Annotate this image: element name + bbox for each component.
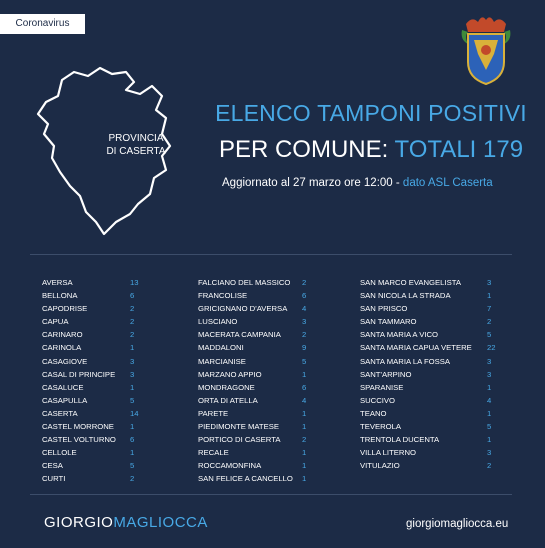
positive-count: 1	[130, 382, 135, 392]
positive-count: 22	[487, 343, 496, 353]
positive-count: 5	[487, 330, 492, 340]
list-item	[198, 289, 348, 302]
positive-count: 1	[302, 369, 307, 379]
list-item	[198, 315, 348, 328]
brand-logo	[44, 514, 208, 531]
list-item	[42, 289, 192, 302]
list-item	[42, 420, 192, 433]
positive-count: 2	[130, 474, 135, 484]
positive-count: 2	[130, 317, 135, 327]
positive-count: 1	[302, 461, 307, 471]
list-item	[360, 394, 510, 407]
comune-name: ORTA DI ATELLA	[198, 395, 258, 405]
comune-name: PORTICO DI CASERTA	[198, 435, 281, 445]
list-item	[198, 446, 348, 459]
comune-name: PARETE	[198, 408, 229, 418]
bottom-divider	[30, 494, 512, 495]
positive-count: 1	[487, 382, 492, 392]
comune-name: CARINARO	[42, 330, 83, 340]
positive-count: 4	[302, 304, 307, 314]
comune-name: SAN PRISCO	[360, 304, 408, 314]
list-item	[42, 315, 192, 328]
comune-name: MACERATA CAMPANIA	[198, 330, 281, 340]
list-item	[198, 341, 348, 354]
positive-count: 3	[130, 369, 135, 379]
list-item	[360, 302, 510, 315]
positive-count: 4	[487, 395, 492, 405]
map-label	[96, 132, 176, 158]
list-item	[360, 381, 510, 394]
list-item	[198, 355, 348, 368]
list-item	[42, 446, 192, 459]
website-link[interactable]: giorgiomagliocca.eu	[406, 518, 509, 530]
list-item	[360, 420, 510, 433]
positive-count: 3	[302, 317, 307, 327]
coat-of-arms-icon	[458, 10, 514, 90]
comune-name: CASERTA	[42, 408, 78, 418]
positive-count: 1	[302, 408, 307, 418]
list-item	[42, 381, 192, 394]
positive-count: 9	[302, 343, 307, 353]
comune-name: CAPUA	[42, 317, 69, 327]
comune-name: ROCCAMONFINA	[198, 461, 262, 471]
positive-count: 13	[130, 278, 139, 287]
list-item	[42, 302, 192, 315]
positive-count: 1	[302, 474, 307, 484]
positive-count: 6	[302, 382, 307, 392]
comune-name: CELLOLE	[42, 448, 77, 458]
category-tag: Coronavirus	[0, 14, 85, 34]
comune-name: RECALE	[198, 448, 229, 458]
comune-name: SANT'ARPINO	[360, 369, 412, 379]
positive-count: 1	[487, 408, 492, 418]
positive-count: 1	[302, 422, 307, 432]
positive-count: 3	[487, 448, 492, 458]
comune-name: SUCCIVO	[360, 395, 396, 405]
positive-count: 2	[302, 330, 307, 340]
list-item	[198, 420, 348, 433]
list-item	[360, 433, 510, 446]
top-divider	[30, 254, 512, 255]
column-2	[198, 276, 348, 486]
positive-count: 1	[130, 343, 135, 353]
crest-crown	[466, 17, 506, 32]
comune-name: CESA	[42, 461, 63, 471]
comune-name: AVERSA	[42, 278, 73, 287]
list-item	[198, 433, 348, 446]
comune-name: SAN NICOLA LA STRADA	[360, 291, 451, 301]
list-item	[360, 328, 510, 341]
comune-name: MADDALONI	[198, 343, 244, 353]
positive-count: 5	[130, 461, 135, 471]
positive-count: 6	[130, 435, 135, 445]
comune-name: CARINOLA	[42, 343, 82, 353]
list-item	[42, 394, 192, 407]
list-item	[198, 407, 348, 420]
list-item	[360, 446, 510, 459]
positive-count: 14	[130, 408, 139, 418]
comune-name: SAN MARCO EVANGELISTA	[360, 278, 461, 287]
comune-name: FALCIANO DEL MASSICO	[198, 278, 291, 287]
comune-name: TRENTOLA DUCENTA	[360, 435, 440, 445]
comune-name: GRICIGNANO D'AVERSA	[198, 304, 288, 314]
comune-name: CAPODRISE	[42, 304, 88, 314]
positive-count: 3	[487, 369, 492, 379]
positive-count: 2	[487, 317, 492, 327]
positive-count: 1	[487, 291, 492, 301]
comune-name: CASTEL VOLTURNO	[42, 435, 116, 445]
comune-name: PIEDIMONTE MATESE	[198, 422, 280, 432]
positive-count: 1	[130, 422, 135, 432]
list-item	[360, 341, 510, 354]
list-item	[198, 328, 348, 341]
comune-name: CASALUCE	[42, 382, 84, 392]
column-3	[360, 276, 510, 472]
column-1	[42, 276, 192, 486]
list-item	[198, 302, 348, 315]
list-item	[198, 459, 348, 472]
list-item	[360, 407, 510, 420]
list-item	[360, 315, 510, 328]
comune-name: TEANO	[360, 408, 387, 418]
update-date: Aggiornato al 27 marzo ore 12:00 -	[222, 177, 403, 189]
title-line1: ELENCO TAMPONI POSITIVI	[215, 100, 527, 126]
positive-count: 6	[302, 291, 307, 301]
list-item	[360, 368, 510, 381]
list-item	[198, 472, 348, 485]
comune-name: MARZANO APPIO	[198, 369, 262, 379]
positive-count: 3	[487, 278, 492, 287]
positive-count: 2	[130, 304, 135, 314]
list-item	[42, 407, 192, 420]
comune-name: CASAPULLA	[42, 395, 88, 405]
list-item	[360, 276, 510, 289]
list-item	[198, 381, 348, 394]
list-item	[360, 459, 510, 472]
positive-count: 4	[302, 395, 307, 405]
update-source: dato ASL Caserta	[402, 177, 493, 189]
brand-first: GIORGIO	[44, 514, 114, 531]
list-item	[198, 394, 348, 407]
comune-name: BELLONA	[42, 291, 78, 301]
positive-count: 2	[130, 330, 135, 340]
title-line2-label: PER COMUNE:	[218, 136, 389, 163]
comune-name: SPARANISE	[360, 382, 404, 392]
comune-name: SANTA MARIA CAPUA VETERE	[360, 343, 472, 353]
list-item	[360, 289, 510, 302]
list-item	[42, 368, 192, 381]
positive-count: 3	[487, 356, 492, 366]
positive-count: 1	[302, 448, 307, 458]
comune-name: VITULAZIO	[360, 461, 400, 471]
positive-count: 2	[302, 278, 307, 287]
map-label-line1: PROVINCIA	[108, 133, 164, 144]
update-note	[222, 177, 532, 189]
list-item	[42, 328, 192, 341]
list-item	[42, 459, 192, 472]
positive-count: 2	[302, 435, 307, 445]
list-item	[42, 341, 192, 354]
list-item	[198, 368, 348, 381]
positive-count: 5	[302, 356, 307, 366]
comune-name: TEVEROLA	[360, 422, 402, 432]
comune-name: CASAL DI PRINCIPE	[42, 369, 116, 379]
comune-name: MARCIANISE	[198, 356, 246, 366]
map-label-line2: DI CASERTA	[106, 146, 166, 157]
comune-name: VILLA LITERNO	[360, 448, 416, 458]
comune-name: FRANCOLISE	[198, 291, 248, 301]
positive-count: 1	[487, 435, 492, 445]
comune-name: CASTEL MORRONE	[42, 422, 114, 432]
positive-count: 3	[130, 356, 135, 366]
comune-name: SAN FELICE A CANCELLO	[198, 474, 293, 484]
title-total: TOTALI 179	[394, 136, 524, 163]
comune-name: CURTI	[42, 474, 66, 484]
list-item	[42, 355, 192, 368]
positive-count: 1	[130, 448, 135, 458]
positive-count: 2	[487, 461, 492, 471]
positive-count: 6	[130, 291, 135, 301]
list-item	[360, 355, 510, 368]
positive-count: 5	[487, 422, 492, 432]
list-item	[198, 276, 348, 289]
comune-name: LUSCIANO	[198, 317, 238, 327]
comune-name: CASAGIOVE	[42, 356, 88, 366]
title-line2	[206, 136, 536, 164]
positive-count: 7	[487, 304, 492, 314]
positive-count: 5	[130, 395, 135, 405]
brand-last: MAGLIOCCA	[113, 514, 208, 531]
comune-name: SANTA MARIA A VICO	[360, 330, 439, 340]
list-item	[42, 433, 192, 446]
list-item	[42, 276, 192, 289]
list-item	[42, 472, 192, 485]
comune-name: MONDRAGONE	[198, 382, 255, 392]
comune-name: SAN TAMMARO	[360, 317, 417, 327]
comune-name: SANTA MARIA LA FOSSA	[360, 356, 450, 366]
